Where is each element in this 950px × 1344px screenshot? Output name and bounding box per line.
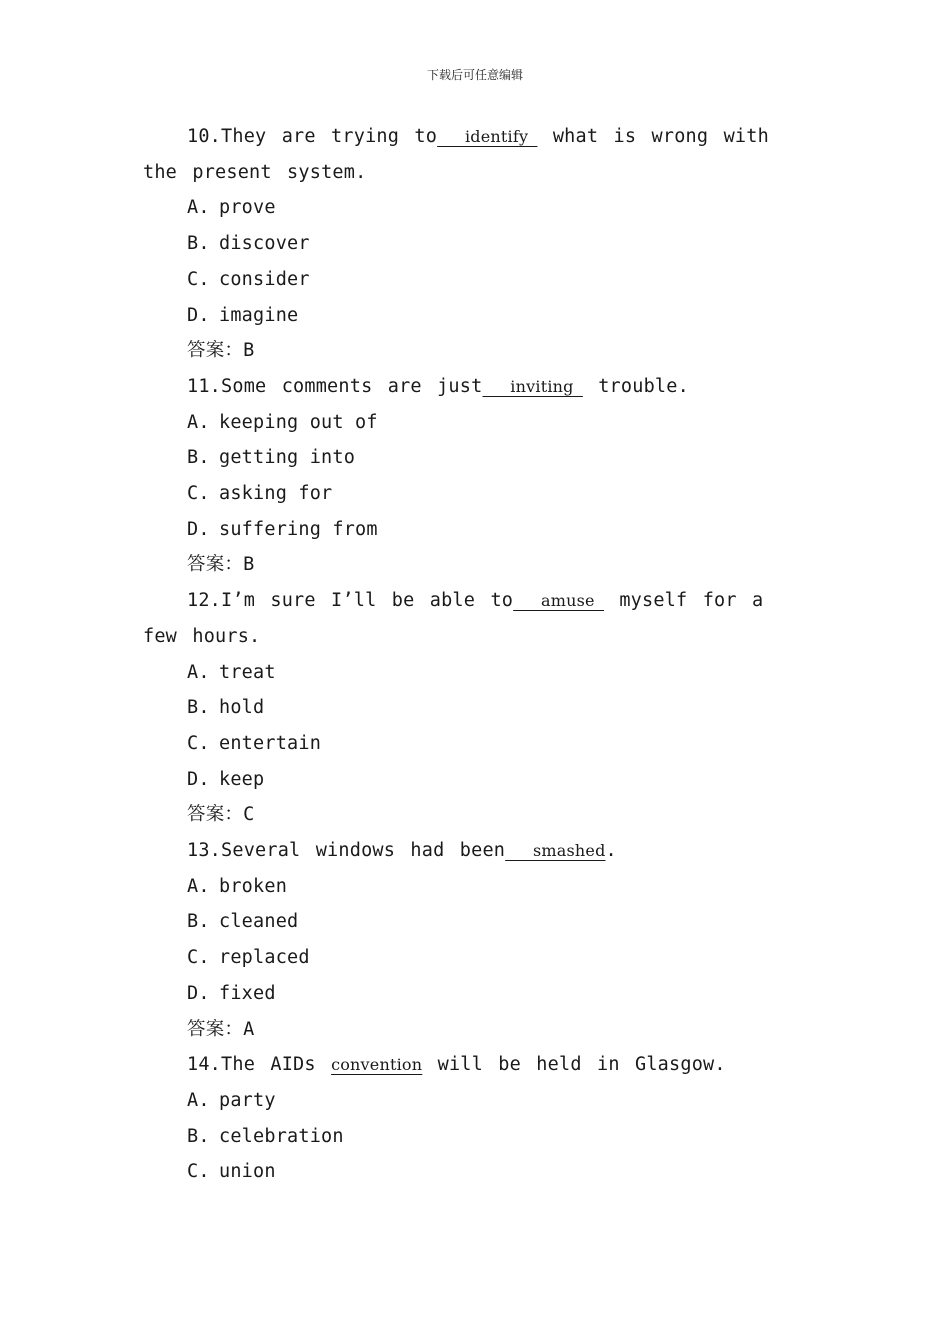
stem-text-before: They are trying to <box>221 126 438 147</box>
option-letter: C. <box>187 1161 210 1183</box>
option-text: party <box>219 1089 276 1111</box>
option-letter: A. <box>187 875 210 897</box>
option-c <box>143 262 783 298</box>
option-d <box>143 762 783 798</box>
question-stem <box>143 1047 783 1083</box>
option-letter: C. <box>187 268 210 290</box>
stem-text-before: Some comments are just <box>221 375 483 397</box>
option-text: asking for <box>219 483 333 505</box>
question-number: 14. <box>187 1054 222 1076</box>
option-letter: B. <box>187 233 210 255</box>
underlined-word: smashed <box>505 841 606 861</box>
option-text: getting into <box>219 447 356 469</box>
option-text: broken <box>219 875 288 897</box>
option-letter: D. <box>187 304 210 326</box>
option-text: keep <box>219 768 265 790</box>
option-a <box>143 190 783 226</box>
question-11 <box>143 369 783 583</box>
option-text: prove <box>219 197 276 219</box>
option-a <box>143 869 783 905</box>
option-letter: C. <box>187 483 210 505</box>
underlined-word: amuse <box>513 591 604 611</box>
option-a <box>143 405 783 441</box>
stem-text-before: Several windows had been <box>221 840 506 862</box>
option-a <box>143 655 783 691</box>
option-b <box>143 904 783 940</box>
question-13 <box>143 833 783 1047</box>
stem-text-after: myself for a few hours. <box>143 590 764 647</box>
underlined-word: convention <box>331 1055 423 1075</box>
answer-line <box>143 547 783 583</box>
answer-value: A <box>243 1018 255 1040</box>
option-text: cleaned <box>219 911 299 933</box>
answer-label: 答案： <box>187 340 244 362</box>
option-letter: D. <box>187 518 210 540</box>
option-b <box>143 440 783 476</box>
answer-label: 答案： <box>187 1018 244 1040</box>
page-header: 下载后可任意编辑 <box>426 68 523 82</box>
answer-line <box>143 333 783 369</box>
stem-text-after: . <box>605 840 617 862</box>
option-c <box>143 726 783 762</box>
option-d <box>143 512 783 548</box>
option-letter: D. <box>187 982 210 1004</box>
option-letter: D. <box>187 768 210 790</box>
answer-label: 答案： <box>187 554 244 576</box>
question-stem <box>143 583 783 654</box>
option-text: fixed <box>219 982 276 1004</box>
answer-line <box>143 797 783 833</box>
option-c <box>143 1154 783 1190</box>
option-letter: A. <box>187 661 210 683</box>
option-text: suffering from <box>219 518 378 540</box>
option-text: consider <box>219 268 310 290</box>
answer-value: B <box>243 554 255 576</box>
option-text: replaced <box>219 947 310 969</box>
option-text: hold <box>219 697 265 719</box>
option-a <box>143 1083 783 1119</box>
question-14 <box>143 1047 783 1190</box>
underlined-word: inviting <box>482 376 583 396</box>
stem-text-after: will be held in Glasgow. <box>422 1054 726 1076</box>
option-text: entertain <box>219 732 322 754</box>
stem-text-after: trouble. <box>582 375 689 397</box>
option-text: celebration <box>219 1125 344 1147</box>
question-number: 11. <box>187 375 222 397</box>
option-d <box>143 298 783 334</box>
option-text: imagine <box>219 304 299 326</box>
question-number: 10. <box>187 126 222 147</box>
stem-text-after: what is wrong with the present system. <box>143 126 769 183</box>
option-letter: A. <box>187 1089 210 1111</box>
answer-line <box>143 1012 783 1048</box>
question-number: 12. <box>187 590 222 612</box>
question-stem <box>143 369 783 405</box>
option-letter: A. <box>187 197 210 219</box>
option-c <box>143 940 783 976</box>
question-12 <box>143 583 783 833</box>
option-text: treat <box>219 661 276 683</box>
answer-value: C <box>243 804 255 826</box>
option-b <box>143 226 783 262</box>
question-10 <box>143 119 783 369</box>
answer-label: 答案： <box>187 804 244 826</box>
question-stem <box>143 119 783 190</box>
option-letter: B. <box>187 1125 210 1147</box>
answer-value: B <box>243 340 255 362</box>
option-letter: C. <box>187 732 210 754</box>
option-b <box>143 1119 783 1155</box>
question-stem <box>143 833 783 869</box>
stem-text-before: I’m sure I’ll be able to <box>221 590 514 612</box>
stem-text-before: The AIDs <box>221 1054 332 1076</box>
option-letter: B. <box>187 911 210 933</box>
question-list <box>143 119 783 1190</box>
option-text: union <box>219 1161 276 1183</box>
option-letter: B. <box>187 447 210 469</box>
option-letter: B. <box>187 697 210 719</box>
option-letter: C. <box>187 947 210 969</box>
option-text: keeping out of <box>219 411 378 433</box>
option-letter: A. <box>187 411 210 433</box>
question-number: 13. <box>187 840 222 862</box>
option-c <box>143 476 783 512</box>
option-b <box>143 690 783 726</box>
underlined-word: identify <box>437 127 538 146</box>
option-d <box>143 976 783 1012</box>
option-text: discover <box>219 233 310 255</box>
